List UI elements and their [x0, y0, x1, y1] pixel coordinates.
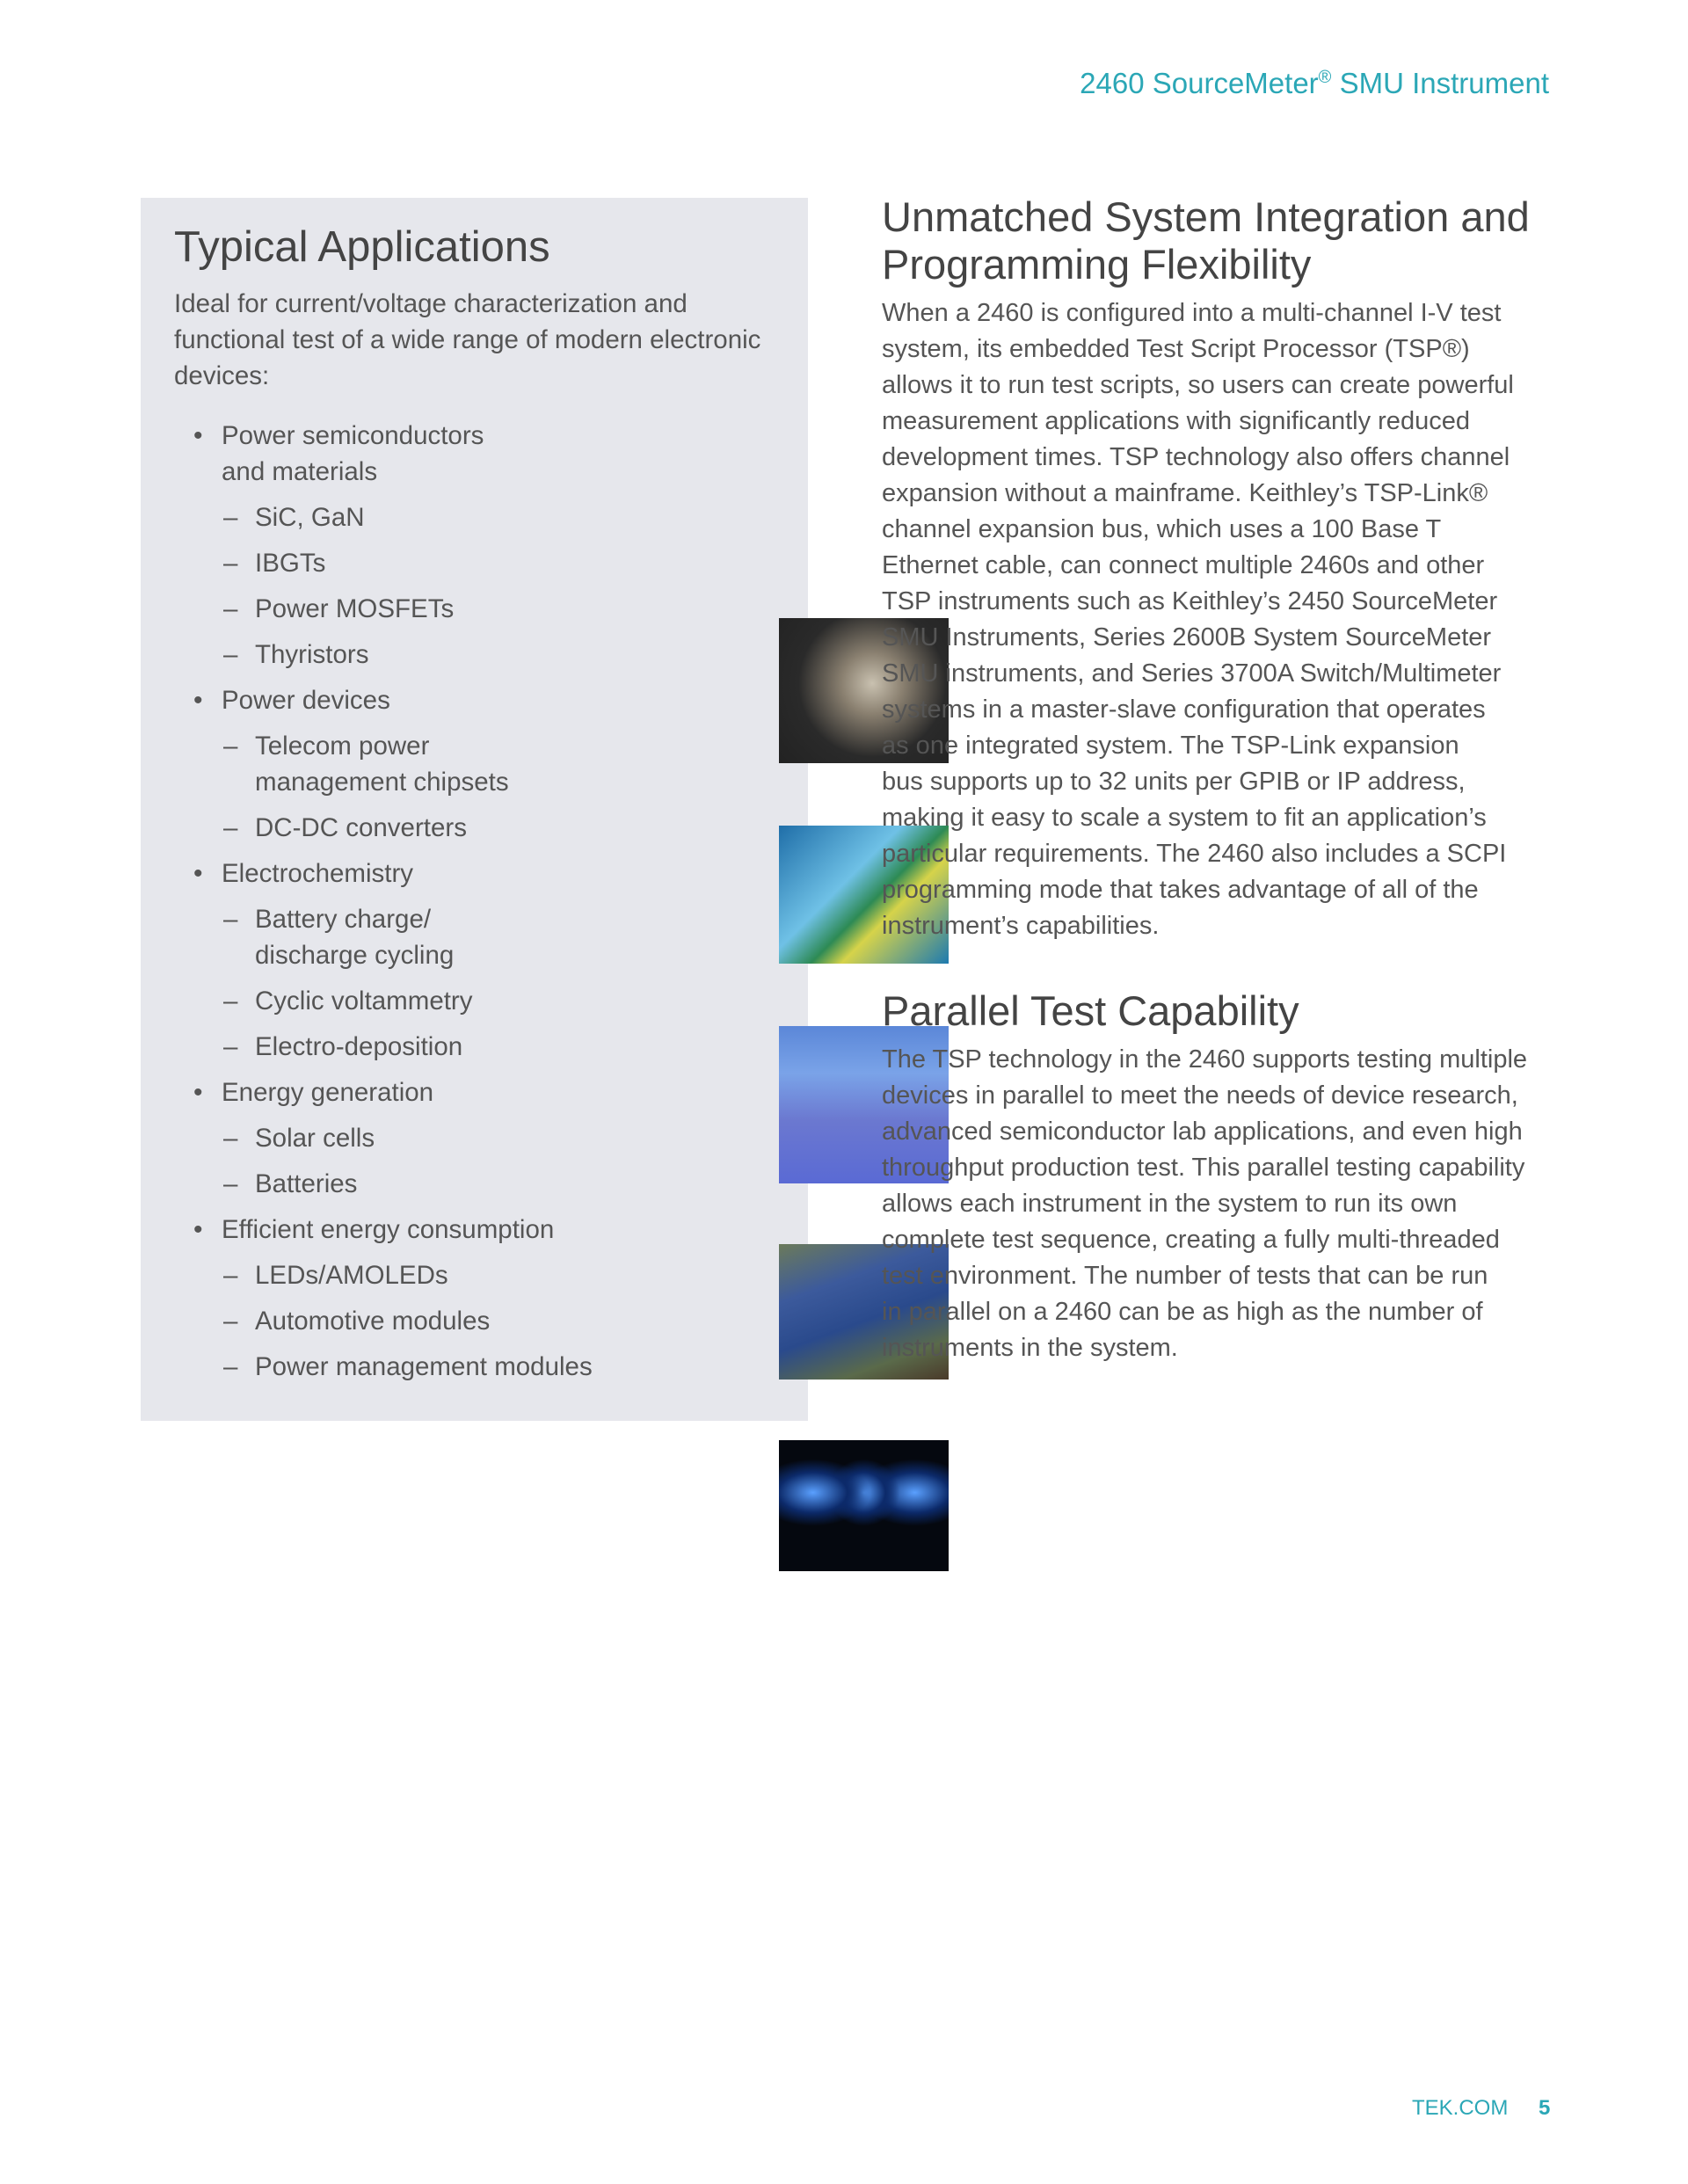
body-line: in parallel on a 2460 can be as high as the number of [882, 1298, 1483, 1326]
body-line: bus supports up to 32 units per GPIB or IP address, [882, 768, 1466, 796]
body-line: devices in parallel to meet the needs of device research, [882, 1081, 1518, 1110]
list-item-line: Solar cells [255, 1124, 375, 1153]
sub-list-item [223, 499, 365, 535]
sub-list-item [223, 1257, 448, 1293]
list-item [193, 1212, 555, 1248]
sub-list-item [223, 810, 467, 846]
sub-list-item [223, 1029, 463, 1065]
list-item-line: DC-DC converters [255, 813, 467, 842]
intro-line: Ideal for current/voltage characterization and [174, 289, 688, 318]
body-line: system, its embedded Test Script Processor (TSP®) [882, 335, 1470, 363]
parallel-section [882, 987, 1550, 1366]
bullet-icon: • [193, 859, 203, 888]
integration-title [882, 193, 1550, 288]
list-item-line: Power semiconductors [222, 421, 484, 450]
list-item-line: Power devices [222, 686, 390, 715]
body-line: allows each instrument in the system to run its own [882, 1190, 1458, 1218]
sub-list-item [223, 1349, 593, 1385]
list-item-line: Thyristors [255, 640, 369, 669]
body-line: measurement applications with significantly reduced [882, 407, 1470, 435]
leds-image [779, 1440, 949, 1571]
sub-list-item [223, 591, 455, 627]
list-item-line: Efficient energy consumption [222, 1215, 555, 1244]
body-line: systems in a master-slave configuration that operates [882, 695, 1486, 724]
bullet-icon: • [193, 1215, 203, 1244]
body-line: expansion without a mainframe. Keithley’s TSP-Link® [882, 479, 1488, 507]
bullet-icon: • [193, 686, 203, 715]
body-line: throughput production test. This parallel testing capability [882, 1154, 1525, 1182]
list-item [193, 682, 390, 718]
body-line: instrument’s capabilities. [882, 912, 1160, 940]
integration-section [882, 193, 1550, 944]
list-item-line: LEDs/AMOLEDs [255, 1261, 448, 1290]
dash-icon: – [223, 986, 238, 1016]
dash-icon: – [223, 732, 238, 761]
dash-icon: – [223, 503, 238, 532]
list-item-line: Cyclic voltammetry [255, 986, 473, 1016]
sub-list-item [223, 545, 326, 581]
parallel-title: Parallel Test Capability [882, 987, 1299, 1034]
dash-icon: – [223, 1032, 238, 1061]
list-item-line: Automotive modules [255, 1307, 491, 1336]
list-item-line: Electrochemistry [222, 859, 414, 888]
dash-icon: – [223, 1124, 238, 1153]
list-item-line: Power management modules [255, 1352, 593, 1381]
list-item-line: Battery charge/ [255, 905, 432, 934]
dash-icon: – [223, 813, 238, 842]
body-line: complete test sequence, creating a fully multi-threaded [882, 1226, 1500, 1254]
body-line: The TSP technology in the 2460 supports testing multiple [882, 1045, 1528, 1074]
intro-line: devices: [174, 361, 270, 390]
applications-intro [174, 286, 772, 394]
body-line: programming mode that takes advantage of all of the [882, 876, 1479, 904]
list-item-line: management chipsets [255, 768, 509, 797]
body-line: making it easy to scale a system to fit an application’s [882, 804, 1487, 832]
dash-icon: – [223, 594, 238, 623]
dash-icon: – [223, 1169, 238, 1198]
body-line: allows it to run test scripts, so users can create powerful [882, 371, 1514, 399]
applications-title: Typical Applications [174, 223, 550, 271]
bullet-icon: • [193, 1078, 203, 1107]
dash-icon: – [223, 905, 238, 934]
body-line: TSP instruments such as Keithley’s 2450 SourceMeter [882, 587, 1498, 615]
sub-list-item [223, 1166, 358, 1202]
sub-list-item [223, 1120, 375, 1156]
sub-list-item [223, 728, 509, 800]
sub-list-item [223, 637, 369, 673]
dash-icon: – [223, 640, 238, 669]
dash-icon: – [223, 549, 238, 578]
body-line: SMU Instruments, Series 2600B System SourceMeter [882, 623, 1492, 652]
footer-site-link[interactable]: TEK.COM [1412, 2096, 1509, 2120]
body-line: instruments in the system. [882, 1334, 1178, 1362]
list-item [193, 855, 414, 892]
list-item-line: Telecom power [255, 732, 430, 761]
body-line: particular requirements. The 2460 also includes a SCPI [882, 840, 1507, 868]
bullet-icon: • [193, 421, 203, 450]
title-line: Unmatched System Integration and [882, 193, 1530, 240]
list-item [193, 418, 484, 490]
body-line: channel expansion bus, which uses a 100 Base T [882, 515, 1442, 543]
parallel-body [882, 1042, 1550, 1366]
list-item-line: Electro-deposition [255, 1032, 463, 1061]
list-item-line: Energy generation [222, 1078, 434, 1107]
list-item-line: discharge cycling [255, 941, 455, 970]
sub-list-item [223, 983, 473, 1019]
list-item-line: SiC, GaN [255, 503, 365, 532]
typical-applications-panel [141, 198, 808, 1421]
intro-line: functional test of a wide range of modern electronic [174, 325, 761, 354]
body-line: as one integrated system. The TSP-Link expansion [882, 732, 1459, 760]
running-header [1080, 67, 1549, 100]
page-number: 5 [1539, 2096, 1551, 2120]
body-line: SMU instruments, and Series 3700A Switch/Multimeter [882, 659, 1502, 688]
dash-icon: – [223, 1307, 238, 1336]
body-line: test environment. The number of tests that can be run [882, 1262, 1488, 1290]
sub-list-item [223, 901, 455, 973]
list-item-line: and materials [222, 457, 378, 486]
title-line: Programming Flexibility [882, 241, 1312, 288]
dash-icon: – [223, 1261, 238, 1290]
list-item-line: Power MOSFETs [255, 594, 455, 623]
body-line: When a 2460 is configured into a multi-channel I-V test [882, 299, 1502, 327]
header-reg: ® [1318, 68, 1332, 87]
header-title: 2460 SourceMeter [1080, 67, 1319, 99]
body-line: development times. TSP technology also offers channel [882, 443, 1510, 471]
list-item-line: Batteries [255, 1169, 358, 1198]
body-line: advanced semiconductor lab applications, and even high [882, 1117, 1523, 1146]
list-item-line: IBGTs [255, 549, 326, 578]
header-title-suffix: SMU Instrument [1331, 67, 1549, 99]
list-item [193, 1074, 434, 1110]
dash-icon: – [223, 1352, 238, 1381]
sub-list-item [223, 1303, 491, 1339]
body-line: Ethernet cable, can connect multiple 2460s and other [882, 551, 1485, 579]
integration-body [882, 295, 1550, 944]
